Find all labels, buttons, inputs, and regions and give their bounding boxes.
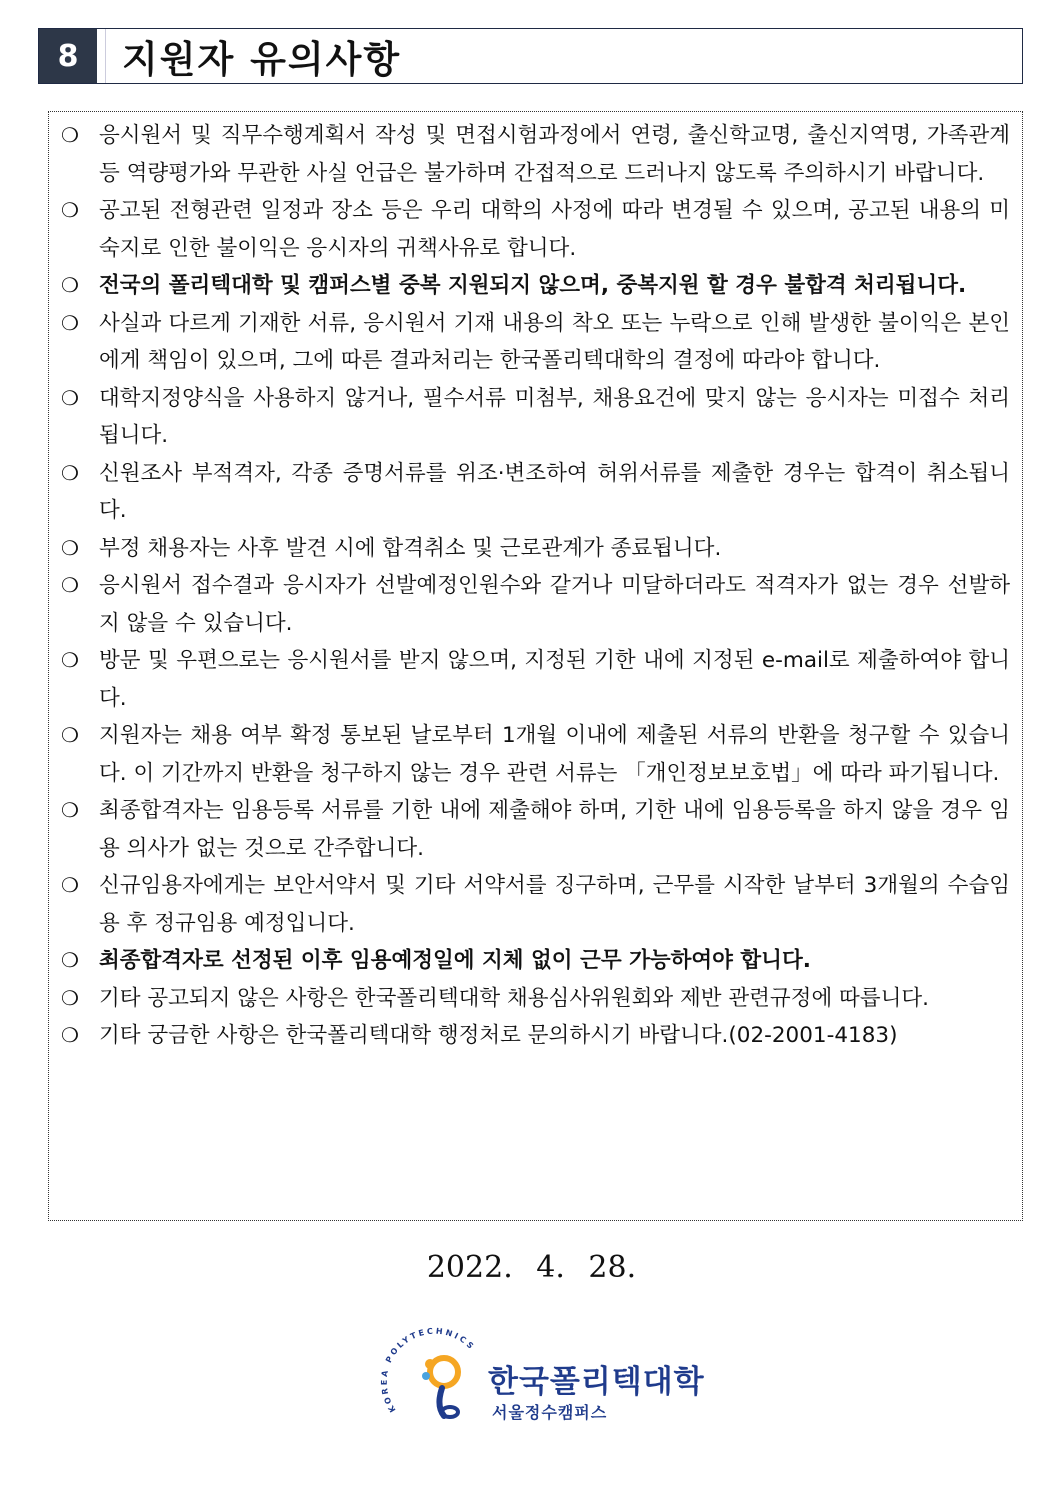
notice-text: 응시원서 접수결과 응시자가 선발예정인원수와 같거나 미달하더라도 적격자가 없는 경우 선발하지 않을 수 있습니다.: [99, 573, 1010, 636]
polytechnics-emblem-icon: [378, 1318, 488, 1428]
notice-item: [61, 1017, 1010, 1055]
notice-item: [61, 530, 1010, 568]
document-date: 2022. 4. 28.: [426, 1250, 637, 1285]
notice-text: 최종합격자는 임용등록 서류를 기한 내에 제출해야 하며, 기한 내에 임용등록을 하지 않을 경우 임용 의사가 없는 것으로 간주합니다.: [99, 798, 1010, 861]
logo-campus-name: 서울정수캠퍼스: [492, 1403, 608, 1422]
notice-text: 응시원서 및 직무수행계획서 작성 및 면접시험과정에서 연령, 출신학교명, 출신지역명, 가족관계 등 역량평가와 무관한 사실 언급은 불가하며 간접적으로 드러나지 않도록 주의하시기 바랍니다.: [99, 123, 1010, 186]
bullet-circle-icon: ❍: [61, 648, 79, 672]
bullet-circle-icon: ❍: [61, 948, 79, 972]
notice-item: [61, 380, 1010, 455]
notice-item: [61, 642, 1010, 717]
notice-item: [61, 267, 1010, 305]
logo-university-name: 한국폴리텍대학: [488, 1364, 705, 1400]
notice-text: 공고된 전형관련 일정과 장소 등은 우리 대학의 사정에 따라 변경될 수 있으며, 공고된 내용의 미숙지로 인한 불이익은 응시자의 귀책사유로 합니다.: [99, 198, 1010, 261]
notice-item: [61, 117, 1010, 192]
university-logo: [378, 1318, 705, 1428]
notice-item: [61, 567, 1010, 642]
notice-item: [61, 305, 1010, 380]
notice-text: 신원조사 부적격자, 각종 증명서류를 위조·변조하여 허위서류를 제출한 경우는 합격이 취소됩니다.: [99, 460, 1010, 523]
notice-item: [61, 867, 1010, 942]
notice-box: [48, 111, 1023, 1221]
notice-text: 최종합격자로 선정된 이후 임용예정일에 지체 없이 근무 가능하여야 합니다.: [99, 948, 811, 973]
section-number: 8: [39, 29, 97, 83]
bullet-circle-icon: ❍: [61, 460, 79, 485]
notice-text: 지원자는 채용 여부 확정 통보된 날로부터 1개월 이내에 제출된 서류의 반환을 청구할 수 있습니다. 이 기간까지 반환을 청구하지 않는 경우 관련 서류는 「개인정보보호법」에 따라 파기됩니다.: [99, 723, 1010, 786]
bullet-circle-icon: ❍: [61, 573, 79, 597]
bullet-circle-icon: ❍: [61, 985, 79, 1010]
notice-text: 부정 채용자는 사후 발견 시에 합격취소 및 근로관계가 종료됩니다.: [99, 535, 722, 561]
bullet-circle-icon: ❍: [61, 723, 79, 747]
notice-text: 방문 및 우편으로는 응시원서를 받지 않으며, 지정된 기한 내에 지정된 e-mail로 제출하여야 합니다.: [99, 648, 1010, 711]
section-title: 지원자 유의사항: [122, 38, 402, 81]
notice-text: 기타 궁금한 사항은 한국폴리텍대학 행정처로 문의하시기 바랍니다.(02-2001-4183): [99, 1023, 898, 1048]
notice-item: [61, 792, 1010, 867]
bullet-circle-icon: ❍: [61, 198, 79, 222]
section-divider: [97, 29, 106, 83]
notice-item: [61, 942, 1010, 980]
notice-item: [61, 455, 1010, 530]
notice-item: [61, 717, 1010, 792]
bullet-circle-icon: ❍: [61, 273, 79, 297]
notice-text: 신규임용자에게는 보안서약서 및 기타 서약서를 징구하며, 근무를 시작한 날부터 3개월의 수습임용 후 정규임용 예정입니다.: [99, 873, 1010, 936]
bullet-circle-icon: ❍: [61, 310, 79, 335]
bullet-circle-icon: ❍: [61, 798, 79, 822]
bullet-circle-icon: ❍: [61, 535, 79, 560]
notice-text: 기타 공고되지 않은 사항은 한국폴리텍대학 채용심사위원회와 제반 관련규정에 따릅니다.: [99, 985, 929, 1011]
bullet-circle-icon: ❍: [61, 123, 79, 147]
logo-ring-text: KOREA POLYTECHNICS: [379, 1326, 477, 1414]
notice-item: [61, 980, 1010, 1018]
bullet-circle-icon: ❍: [61, 1023, 79, 1047]
bullet-circle-icon: ❍: [61, 385, 79, 410]
notice-text: 대학지정양식을 사용하지 않거나, 필수서류 미첨부, 채용요건에 맞지 않는 응시자는 미접수 처리됩니다.: [99, 385, 1010, 448]
notice-item: [61, 192, 1010, 267]
bullet-circle-icon: ❍: [61, 873, 79, 897]
section-header: [38, 28, 1023, 84]
notice-text: 사실과 다르게 기재한 서류, 응시원서 기재 내용의 착오 또는 누락으로 인해 발생한 불이익은 본인에게 책임이 있으며, 그에 따른 결과처리는 한국폴리텍대학의 결정에 따라야 합니다.: [99, 310, 1010, 373]
notice-text: 전국의 폴리텍대학 및 캠퍼스별 중복 지원되지 않으며, 중복지원 할 경우 불합격 처리됩니다.: [99, 273, 967, 298]
